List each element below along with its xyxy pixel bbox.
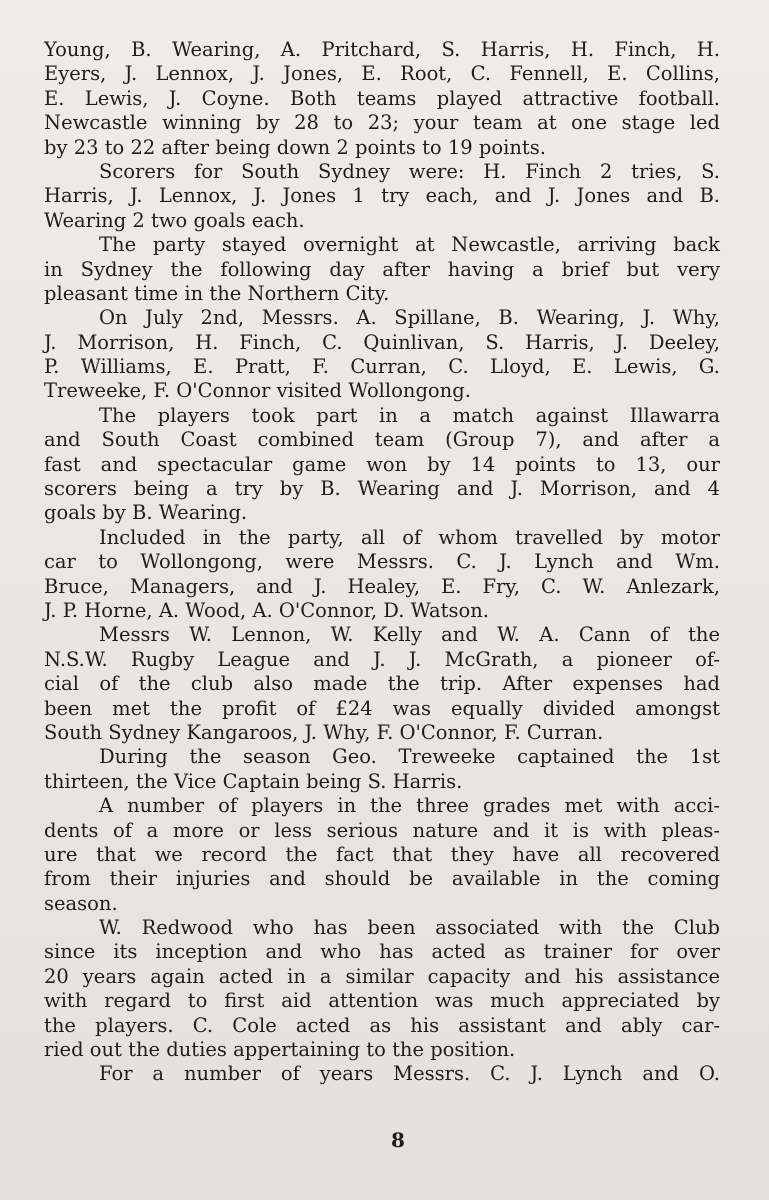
- text-line: The party stayed overnight at Newcastle, arriving back: [99, 233, 720, 257]
- text-line: Included in the party, all of whom travelled by motor: [99, 525, 720, 549]
- text-line: During the season Geo. Treweeke captained the 1st: [99, 745, 720, 769]
- text-line: dents of a more or less serious nature and it is with pleas-: [44, 818, 720, 842]
- text-line: W. Redwood who has been associated with the Club: [99, 916, 720, 940]
- text-line: thirteen, the Vice Captain being S. Harris.: [44, 769, 463, 793]
- text-line: since its inception and who has acted as trainer for over: [44, 940, 720, 964]
- text-line: Messrs W. Lennon, W. Kelly and W. A. Cann of the: [99, 623, 720, 647]
- text-line: ure that we record the fact that they have all recovered: [44, 842, 720, 866]
- text-line: goals by B. Wearing.: [44, 501, 248, 525]
- text-line: J. P. Horne, A. Wood, A. O'Connor, D. Watson.: [44, 598, 489, 622]
- text-line: car to Wollongong, were Messrs. C. J. Lynch and Wm.: [44, 550, 720, 574]
- text-line: On July 2nd, Messrs. A. Spillane, B. Wearing, J. Why,: [99, 306, 720, 330]
- text-line: Harris, J. Lennox, J. Jones 1 try each, and J. Jones and B.: [44, 184, 720, 208]
- text-line: fast and spectacular game won by 14 points to 13, our: [44, 452, 720, 476]
- text-line: Newcastle winning by 28 to 23; your team at one stage led: [44, 111, 720, 135]
- text-line: Wearing 2 two goals each.: [44, 208, 305, 232]
- text-line: ried out the duties appertaining to the position.: [44, 1038, 516, 1062]
- text-line: Bruce, Managers, and J. Healey, E. Fry, C. W. Anlezark,: [44, 574, 720, 598]
- text-line: 20 years again acted in a similar capacity and his assistance: [44, 964, 720, 988]
- text-line: cial of the club also made the trip. After expenses had: [44, 672, 720, 696]
- text-line: P. Williams, E. Pratt, F. Curran, C. Lloyd, E. Lewis, G.: [44, 355, 720, 379]
- text-line: been met the profit of £24 was equally divided amongst: [44, 696, 720, 720]
- text-line: South Sydney Kangaroos, J. Why, F. O'Connor, F. Curran.: [44, 720, 604, 744]
- text-line: For a number of years Messrs. C. J. Lynch and O.: [99, 1062, 720, 1086]
- text-line: N.S.W. Rugby League and J. J. McGrath, a pioneer of-: [44, 647, 720, 671]
- text-line: in Sydney the following day after having a brief but very: [44, 257, 720, 281]
- text-line: and South Coast combined team (Group 7), and after a: [44, 428, 720, 452]
- text-line: The players took part in a match against Illawarra: [99, 403, 720, 427]
- text-line: A number of players in the three grades met with acci-: [99, 794, 720, 818]
- text-line: Treweeke, F. O'Connor visited Wollongong.: [44, 379, 471, 403]
- text-line: pleasant time in the Northern City.: [44, 281, 390, 305]
- text-line: with regard to first aid attention was much appreciated by: [44, 989, 720, 1013]
- text-line: Young, B. Wearing, A. Pritchard, S. Harris, H. Finch, H.: [44, 38, 720, 61]
- body-text: [44, 38, 720, 1087]
- text-line: the players. C. Cole acted as his assistant and ably car-: [44, 1013, 720, 1037]
- text-line: E. Lewis, J. Coyne. Both teams played attractive football.: [44, 86, 720, 110]
- text-line: Eyers, J. Lennox, J. Jones, E. Root, C. Fennell, E. Collins,: [44, 62, 720, 86]
- text-line: scorers being a try by B. Wearing and J. Morrison, and 4: [44, 477, 720, 501]
- text-line: Scorers for South Sydney were: H. Finch 2 tries, S.: [99, 159, 720, 183]
- text-line: from their injuries and should be available in the coming: [44, 867, 720, 891]
- text-line: season.: [44, 891, 118, 915]
- text-line: by 23 to 22 after being down 2 points to 19 points.: [44, 135, 546, 159]
- page-number: 8: [391, 1128, 405, 1152]
- text-line: J. Morrison, H. Finch, C. Quinlivan, S. Harris, J. Deeley,: [44, 330, 720, 354]
